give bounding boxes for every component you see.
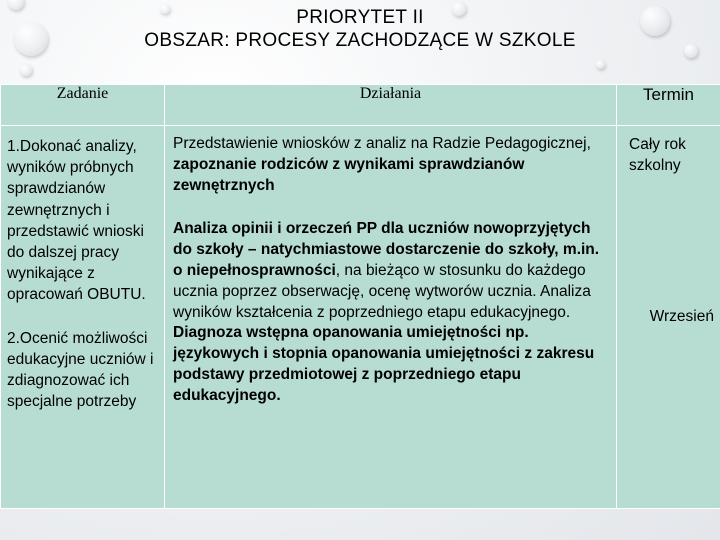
termin-cell [617,126,720,509]
table-row [1,126,720,509]
termin-caly-rok: Cały rok szkolny [629,136,686,174]
title-priority: PRIORYTET II [296,7,424,28]
dzialania-paragraph-1 [173,134,610,196]
title-area: OBSZAR: PROCESY ZACHODZĄCE W SZKOLE [144,30,576,51]
header-zadanie: Zadanie [1,85,165,126]
water-drop-decoration [20,64,32,76]
dzialania-paragraph-2 [173,219,610,406]
zadanie-item-2: 2.Ocenić możliwości edukacyjne uczniów i zdiagnozować ich specjalne potrzeby [7,329,154,411]
slide-title [0,6,720,52]
dzialania-p2-text: , na bieżąco w stosunku do każdego ucznia poprzez obserwację, ocenę wytworów ucznia. Analiza wyników kształcenia z poprzedniego etapu edukacyjnego. [173,261,591,321]
dzialania-p2-bold-2: Diagnoza wstępna opanowania umiejętności np. językowych i stopnia opanowania umiejętności z zakresu podstawy przedmiotowej z poprzedniego etapu edukacyjnego. [173,324,595,404]
table-header-row [1,85,720,126]
header-termin: Termin [617,85,720,126]
termin-wrzesien: Wrzesień [649,308,714,325]
zadanie-cell [1,126,165,509]
dzialania-cell [165,126,617,509]
zadanie-item-1: 1.Dokonać analizy, wyników próbnych sprawdzianów zewnętrznych i przedstawić wnioski do dalszej pracy wynikające z opracowań OBUTU. [7,138,146,304]
header-dzialania: Działania [165,85,617,126]
dzialania-p2-bold-1: Analiza opinii i orzeczeń PP dla uczniów nowoprzyjętych do szkoły – natychmiastowe dostarczenie do szkoły, m.in. o niepełnosprawności [173,220,600,279]
dzialania-p1-text: Przedstawienie wniosków z analiz na Radzie Pedagogicznej, [173,135,591,152]
dzialania-p1-bold: zapoznanie rodziców z wynikami sprawdzianów zewnętrznych [173,155,525,194]
priority-table [0,84,720,509]
water-drop-decoration [596,60,605,69]
